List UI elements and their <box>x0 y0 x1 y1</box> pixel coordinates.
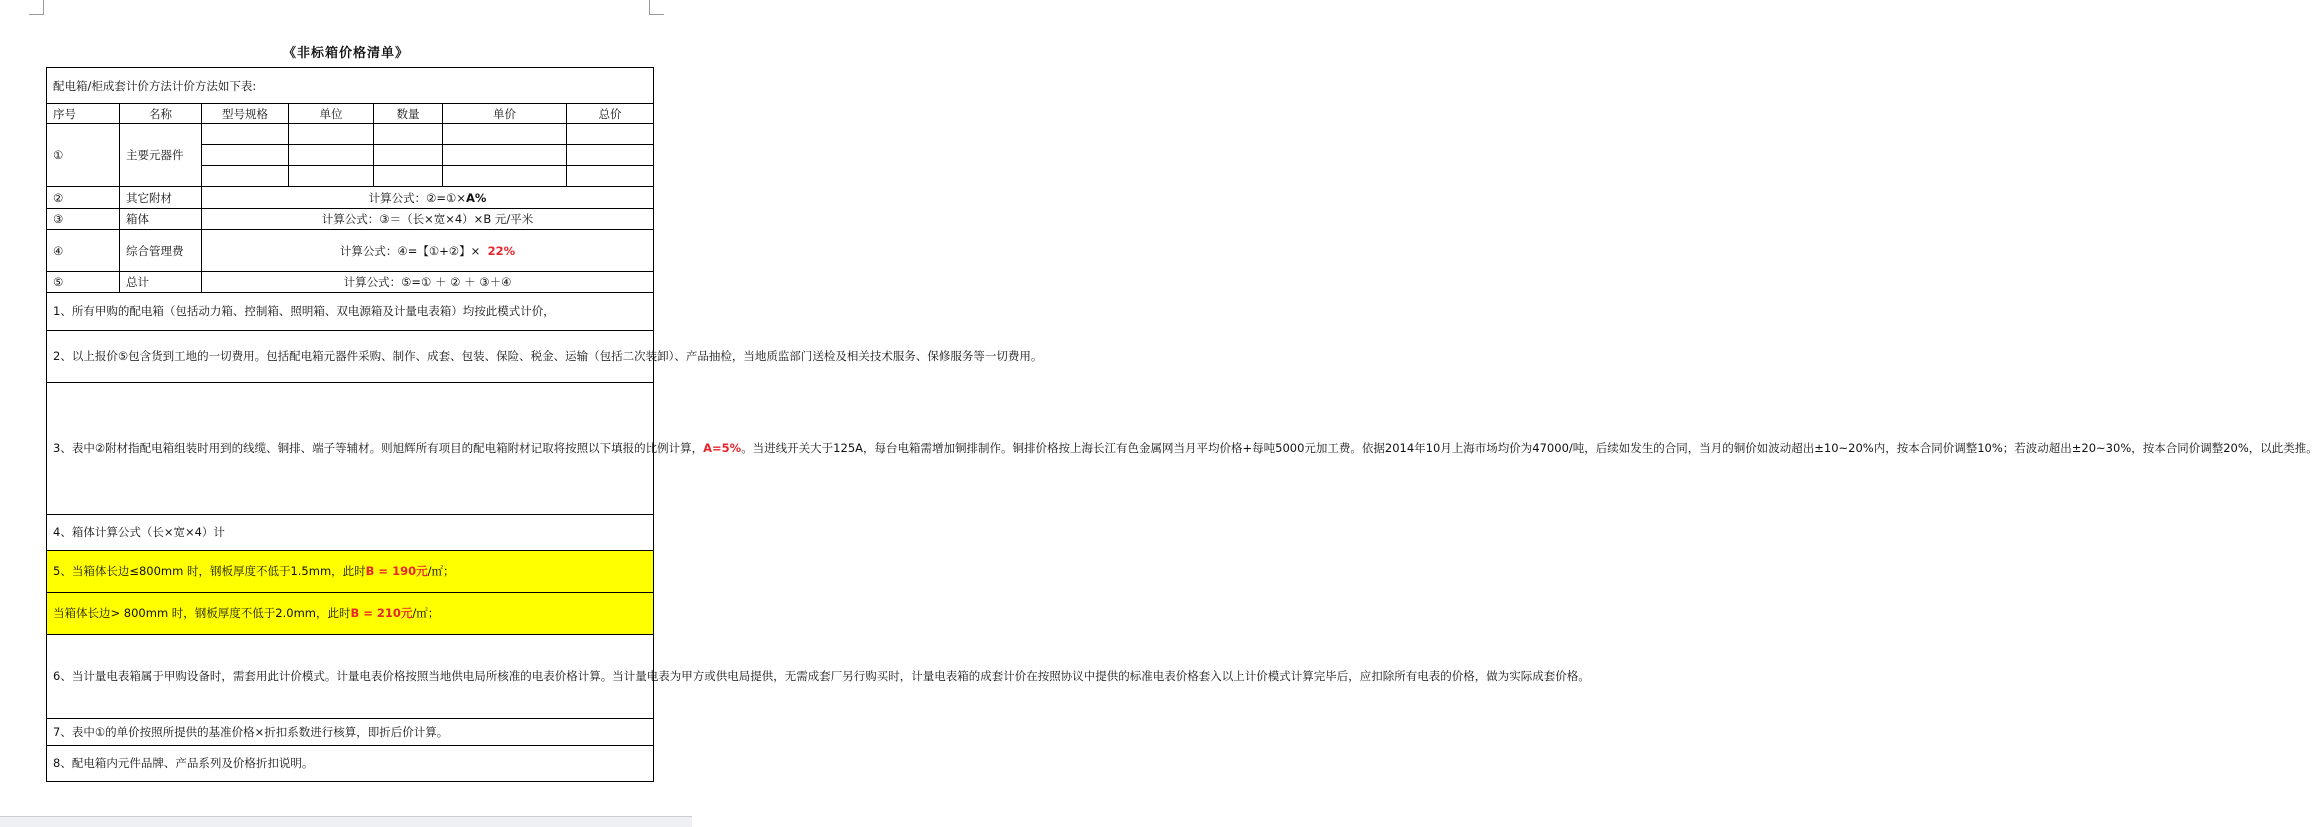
note-7: 6、当计量电表箱属于甲购设备时，需套用此计价模式。计量电表价格按照当地供电局所核准的电表价格计算。当计量电表为甲方或供电局提供，无需成套厂另行购买时，计量电表箱的成套计价在按照协议中提供的标准电表价格套入以上计价模式计算完毕后，应扣除所有电表的价格，做为实际成套价格。 <box>47 635 654 719</box>
cell <box>567 145 654 166</box>
row3-name: 箱体 <box>120 209 202 230</box>
row5-name: 总计 <box>120 272 202 293</box>
row4-formula-text: 计算公式：④=【①+②】× <box>339 243 481 258</box>
note-7-row <box>47 635 654 719</box>
page-bottom-edge <box>0 816 692 827</box>
intro-row <box>47 68 654 104</box>
row2-name: 其它附材 <box>120 187 202 209</box>
note-8: 7、表中①的单价按照所提供的基准价格×折扣系数进行核算，即折后价计算。 <box>47 719 654 746</box>
note-3 <box>47 383 2318 515</box>
row3-no: ③ <box>47 209 120 230</box>
crop-mark-top-right <box>649 0 664 15</box>
header-spec: 型号规格 <box>202 104 289 124</box>
row2-formula-text: 计算公式：②=①× <box>368 190 466 205</box>
cell <box>289 166 374 187</box>
note-3-text-a: 3、表中②附材指配电箱组装时用到的线缆、铜排、端子等辅材。则旭辉所有项目的配电箱附材记取将按照以下填报的比例计算， <box>53 441 704 455</box>
note-6 <box>47 593 654 635</box>
header-no: 序号 <box>47 104 120 124</box>
row5-formula: 计算公式：⑤=① ＋ ② ＋ ③＋④ <box>202 272 654 293</box>
note-8-row <box>47 719 654 746</box>
cell <box>374 145 443 166</box>
row-management-fee <box>47 230 654 272</box>
row3-formula: 计算公式：③＝（长×宽×4）×B 元/平米 <box>202 209 654 230</box>
note-6-price: B = 210元 <box>350 606 413 620</box>
row2-formula <box>202 187 654 209</box>
row4-name: 综合管理费 <box>120 230 202 272</box>
cell <box>202 145 289 166</box>
row5-no: ⑤ <box>47 272 120 293</box>
row4-formula <box>202 230 654 272</box>
note-6-row <box>47 593 654 635</box>
note-9-row <box>47 746 654 782</box>
row1-name: 主要元器件 <box>120 124 202 187</box>
row-box-body <box>47 209 654 230</box>
note-3-row <box>47 383 654 515</box>
row-main-components <box>47 124 654 145</box>
price-list-table <box>46 67 2318 782</box>
cell <box>289 124 374 145</box>
row4-no: ④ <box>47 230 120 272</box>
cell <box>567 124 654 145</box>
row-other-accessories <box>47 187 654 209</box>
note-6-text-b: /㎡； <box>412 606 440 620</box>
note-4-row <box>47 515 654 551</box>
note-2-row <box>47 331 654 383</box>
header-total: 总价 <box>567 104 654 124</box>
note-1-row <box>47 293 654 331</box>
header-unit-price: 单价 <box>443 104 567 124</box>
note-2: 2、以上报价⑤包含货到工地的一切费用。包括配电箱元器件采购、制作、成套、包装、保险、税金、运输（包括二次装卸）、产品抽检，当地质监部门送检及相关技术服务、保修服务等一切费用。 <box>47 331 654 383</box>
cell <box>374 124 443 145</box>
header-unit: 单位 <box>289 104 374 124</box>
header-row <box>47 104 654 124</box>
note-1: 1、所有甲购的配电箱（包括动力箱、控制箱、照明箱、双电源箱及计量电表箱）均按此模式计价， <box>47 293 654 331</box>
row2-formula-a: A% <box>465 190 487 205</box>
cell <box>567 166 654 187</box>
row1-no: ① <box>47 124 120 187</box>
cell <box>289 145 374 166</box>
note-5-text-a: 5、当箱体长边≤800mm 时，钢板厚度不低于1.5mm，此时 <box>53 564 366 578</box>
cell <box>202 124 289 145</box>
note-5-price: B = 190元 <box>365 564 428 578</box>
note-5 <box>47 551 654 593</box>
document-title: 《非标箱价格清单》 <box>282 46 409 61</box>
note-3-text-b: 。当进线开关大于125A，每台电箱需增加铜排制作。铜排价格按上海长江有色金属网当月平均价格+每吨5000元加工费。依据2014年10月上海市场均价为47000/吨，后续如发生的合同，当月的铜价如波动超出±10~20%内，按本合同价调整10%；若波动超出±20~30%，按本合同价调整20%，以此类推。 <box>741 441 2318 455</box>
note-5-text-b: /㎡； <box>427 564 455 578</box>
cell <box>374 166 443 187</box>
note-6-text-a: 当箱体长边> 800mm 时，钢板厚度不低于2.0mm，此时 <box>53 606 351 620</box>
note-5-row <box>47 551 654 593</box>
cell <box>443 124 567 145</box>
row-total <box>47 272 654 293</box>
cell <box>443 145 567 166</box>
cell <box>443 166 567 187</box>
cell <box>202 166 289 187</box>
row4-formula-rate: 22% <box>487 243 516 258</box>
note-9: 8、配电箱内元件品牌、产品系列及价格折扣说明。 <box>47 746 654 782</box>
note-3-rate: A=5% <box>703 441 742 455</box>
crop-mark-top-left <box>29 0 44 15</box>
note-4: 4、箱体计算公式（长×宽×4）计 <box>47 515 654 551</box>
header-name: 名称 <box>120 104 202 124</box>
row2-no: ② <box>47 187 120 209</box>
header-qty: 数量 <box>374 104 443 124</box>
intro-text: 配电箱/柜成套计价方法计价方法如下表: <box>47 68 654 104</box>
